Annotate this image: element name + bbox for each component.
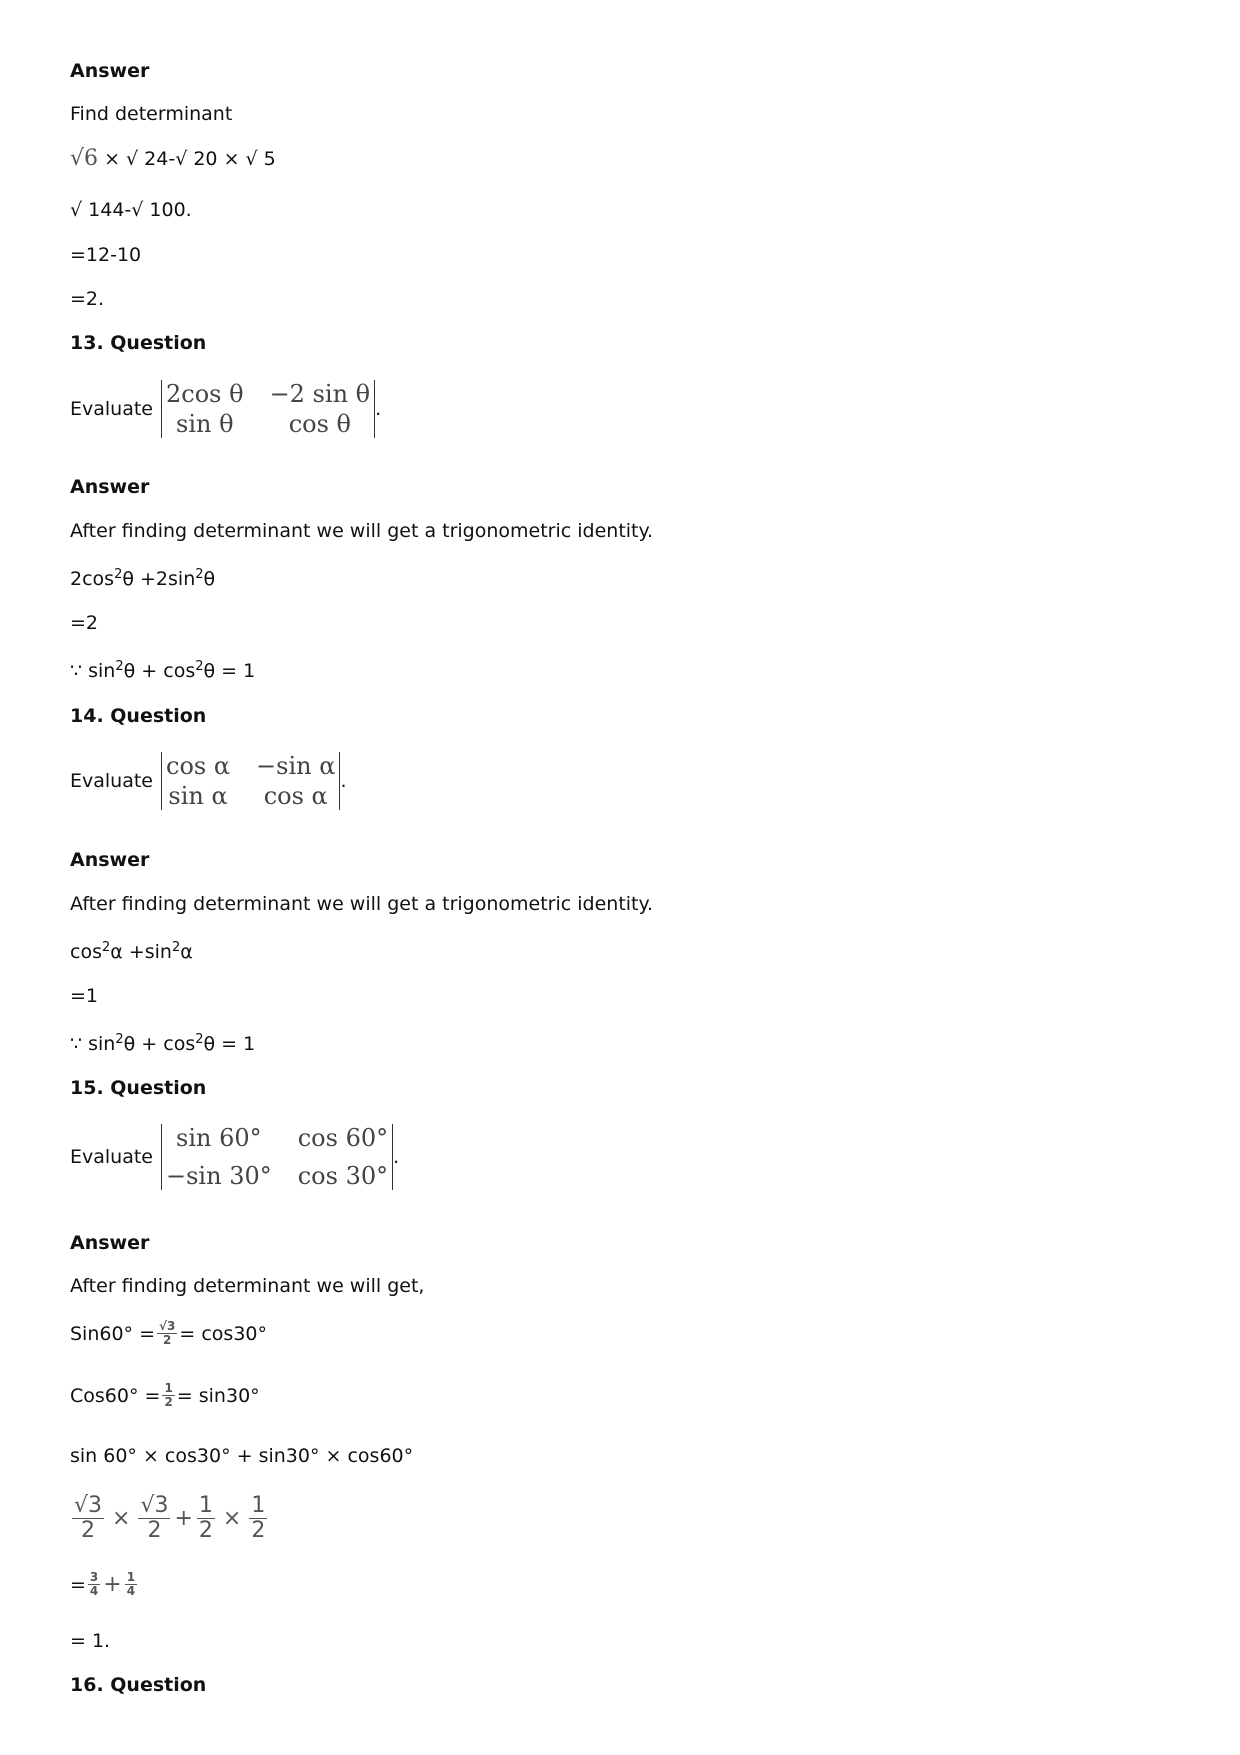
fraction: $\frac{1}{2}$ <box>164 1381 173 1410</box>
answer-heading: Answer <box>70 1232 150 1254</box>
question-text <box>70 1124 399 1190</box>
answer-heading: Answer <box>70 60 150 82</box>
math-line: $2\cos^2\theta +2\sin^2\theta$ <box>70 567 216 590</box>
answer-heading: Answer <box>70 476 150 498</box>
fraction: $\frac{3}{4}$ <box>89 1570 99 1599</box>
math-line: =1 <box>70 985 99 1007</box>
math-line: Cos60° = $\frac{1}{2}$ = sin30° <box>70 1381 260 1410</box>
identity-line: ∵ $\sin^2\theta + \cos^2\theta = 1$ <box>70 1032 256 1055</box>
text-line: After finding determinant we will get a trigonometric identity. <box>70 893 654 915</box>
evaluate-label: Evaluate <box>70 1146 153 1168</box>
product-line: $\frac{√3}{2}$ × $\frac{√3}{2}$ + $\frac{1}{2}$ × $\frac{1}{2}$ <box>74 1493 266 1544</box>
determinant <box>161 1124 393 1190</box>
fraction: $\frac{√3}{2}$ <box>159 1319 176 1348</box>
cell: sin 60° <box>176 1124 262 1152</box>
determinant <box>161 752 340 810</box>
math-line: =12-10 <box>70 244 142 266</box>
question-heading: 15. Question <box>70 1077 207 1099</box>
question-heading: 13. Question <box>70 332 207 354</box>
period: . <box>375 398 382 420</box>
period: . <box>340 770 347 792</box>
text-line: Find determinant <box>70 103 233 125</box>
question-heading: 14. Question <box>70 705 207 727</box>
cell: sin α <box>168 782 228 810</box>
math-line: $\cos^2\alpha +\sin^2\alpha$ <box>70 940 193 963</box>
cell: cos α <box>166 752 231 780</box>
fraction: $\frac{√3}{2}$ <box>74 1493 103 1544</box>
question-text <box>70 752 347 810</box>
cell: cos α <box>263 782 328 810</box>
cell: cos 30° <box>297 1162 389 1190</box>
period: . <box>393 1146 400 1168</box>
sum-line: = $\frac{3}{4}$ + $\frac{1}{4}$ <box>70 1570 136 1599</box>
sqrt6-image: √6 <box>70 146 99 171</box>
answer-heading: Answer <box>70 849 150 871</box>
math-line: Sin60° = $\frac{√3}{2}$ = cos30° <box>70 1319 267 1348</box>
text-line: After finding determinant we will get, <box>70 1275 425 1297</box>
identity-line: ∵ $\sin^2\theta + \cos^2\theta = 1$ <box>70 659 256 682</box>
math-line: sin 60° × cos30° + sin30° × cos60° <box>70 1445 414 1467</box>
question-text <box>70 380 381 438</box>
math-line: =2. <box>70 288 105 310</box>
determinant <box>161 380 375 438</box>
cell: sin θ <box>176 410 234 438</box>
fraction: $\frac{1}{2}$ <box>251 1493 266 1544</box>
cell: −sin α <box>256 752 336 780</box>
cell: cos 60° <box>297 1124 389 1152</box>
math-text: × √ 24-√ 20 × √ 5 <box>104 148 276 170</box>
cell: cos θ <box>288 410 351 438</box>
fraction: $\frac{√3}{2}$ <box>140 1493 169 1544</box>
fraction: $\frac{1}{4}$ <box>126 1570 136 1599</box>
fraction: $\frac{1}{2}$ <box>198 1493 213 1544</box>
math-line: =2 <box>70 612 99 634</box>
math-line: √ 144-√ 100. <box>70 199 192 221</box>
text-line: After finding determinant we will get a trigonometric identity. <box>70 520 654 542</box>
cell: 2cos θ <box>166 380 244 408</box>
cell: −sin 30° <box>166 1162 272 1190</box>
evaluate-label: Evaluate <box>70 770 153 792</box>
math-line: = 1. <box>70 1630 111 1652</box>
evaluate-label: Evaluate <box>70 398 153 420</box>
cell: −2 sin θ <box>269 380 371 408</box>
math-line <box>70 147 276 171</box>
question-heading: 16. Question <box>70 1674 207 1696</box>
